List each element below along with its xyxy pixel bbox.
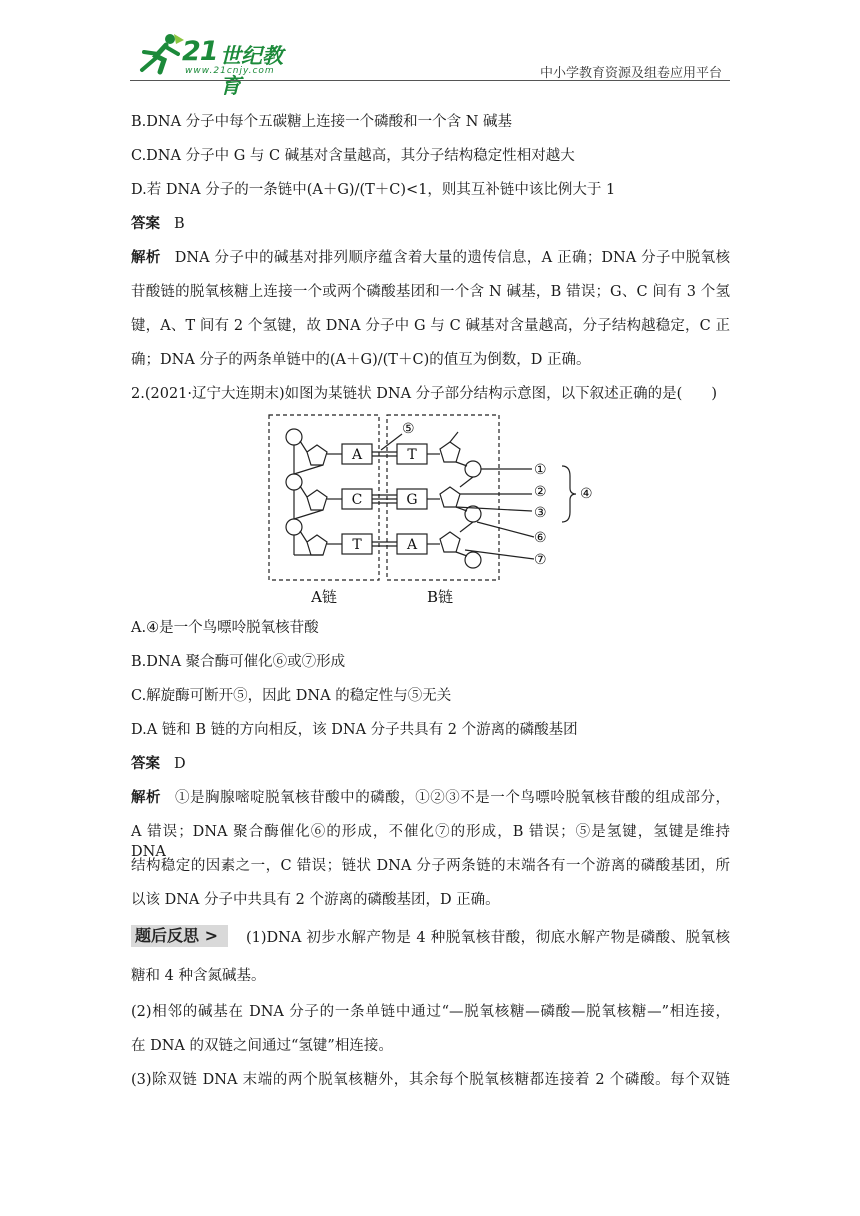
chain-a-label: A链 bbox=[311, 588, 337, 606]
page-header bbox=[130, 28, 730, 98]
right-phosphate bbox=[465, 552, 481, 568]
marker-6: ⑥ bbox=[534, 530, 547, 546]
left-base-3: T bbox=[352, 537, 362, 553]
left-base-2: C bbox=[351, 492, 363, 508]
answer-label: 答案 bbox=[131, 215, 160, 232]
q2-option-d: D.A 链和 B 链的方向相反，该 DNA 分子共具有 2 个游离的磷酸基团 bbox=[131, 722, 578, 738]
runner-logo-icon bbox=[136, 32, 186, 76]
marker-1: ① bbox=[534, 462, 547, 478]
reflection-badge: 题后反思 > bbox=[131, 925, 228, 947]
right-base-3: A bbox=[406, 537, 418, 553]
right-sugar bbox=[440, 532, 460, 552]
marker-5: ⑤ bbox=[402, 421, 415, 437]
left-phosphate bbox=[286, 429, 302, 445]
chain-b-label: B链 bbox=[426, 588, 454, 606]
q2-option-a: A.④是一个鸟嘌呤脱氧核苷酸 bbox=[131, 620, 319, 636]
logo bbox=[130, 28, 300, 98]
dna-structure-diagram bbox=[262, 410, 602, 610]
left-sugar bbox=[307, 445, 327, 465]
q1-analysis-line-3: 键，A、T 间有 2 个氢键，故 DNA 分子中 G 与 C 碱基对含量越高，分子结构越稳定，C 正 bbox=[131, 318, 730, 334]
marker-4: ④ bbox=[580, 486, 593, 502]
left-sugar bbox=[307, 535, 327, 555]
marker-3: ③ bbox=[534, 505, 547, 521]
right-base-2: G bbox=[406, 492, 418, 508]
q1-analysis-line-2: 苷酸链的脱氧核糖上连接一个或两个磷酸基团和一个含 N 碱基，B 错误；G、C 间有 3 个氢 bbox=[131, 284, 730, 300]
q2-option-c: C.解旋酶可断开⑤，因此 DNA 的稳定性与⑤无关 bbox=[131, 688, 452, 704]
marker-2: ② bbox=[534, 484, 547, 500]
chain-b-box bbox=[387, 415, 499, 580]
left-sugar bbox=[307, 490, 327, 510]
q1-analysis-line-1 bbox=[131, 248, 730, 268]
right-base-1: T bbox=[407, 447, 417, 463]
answer-value: D bbox=[174, 756, 186, 772]
q1-answer bbox=[131, 214, 185, 234]
marker-7: ⑦ bbox=[534, 552, 547, 568]
answer-value: B bbox=[174, 216, 185, 232]
logo-url: www.21cnjy.com bbox=[185, 66, 275, 76]
q1-analysis-line-4: 确；DNA 分子的两条单链中的(A＋G)/(T＋C)的值互为倒数，D 正确。 bbox=[131, 352, 591, 368]
q1-option-c: C.DNA 分子中 G 与 C 碱基对含量越高，其分子结构稳定性相对越大 bbox=[131, 148, 575, 164]
right-sugar bbox=[440, 487, 460, 507]
q2-analysis-line-3: 结构稳定的因素之一，C 错误；链状 DNA 分子两条链的末端各有一个游离的磷酸基团，所 bbox=[131, 858, 730, 874]
logo-text: 世纪教育 bbox=[220, 44, 283, 98]
header-tagline: 中小学教育资源及组卷应用平台 bbox=[539, 66, 722, 81]
chain-a-box bbox=[269, 415, 379, 580]
q2-analysis-line-2: A 错误；DNA 聚合酶催化⑥的形成，不催化⑦的形成，B 错误；⑤是氢键，氢键是维持 DNA bbox=[131, 824, 730, 860]
analysis-text: DNA 分子中的碱基对排列顺序蕴含着大量的遗传信息，A 正确；DNA 分子中脱氧核 bbox=[174, 250, 730, 266]
q2-answer bbox=[131, 754, 186, 774]
header-divider bbox=[130, 80, 730, 81]
q2-stem: 2.(2021·辽宁大连期末)如图为某链状 DNA 分子部分结构示意图，以下叙述正确的是( ) bbox=[131, 386, 717, 402]
analysis-label: 解析 bbox=[131, 249, 161, 266]
reflection-line-5: (3)除双链 DNA 末端的两个脱氧核糖外，其余每个脱氧核糖都连接着 2 个磷酸。每个双链 bbox=[131, 1072, 730, 1088]
reflection-line-2: 糖和 4 种含氮碱基。 bbox=[131, 968, 266, 984]
answer-label: 答案 bbox=[131, 755, 160, 772]
q2-option-b: B.DNA 聚合酶可催化⑥或⑦形成 bbox=[131, 654, 346, 670]
right-sugar bbox=[440, 442, 460, 462]
brace bbox=[562, 466, 576, 522]
q2-analysis-line-1 bbox=[131, 788, 730, 808]
analysis-text: ①是胸腺嘧啶脱氧核苷酸中的磷酸，①②③不是一个鸟嘌呤脱氧核苷酸的组成部分， bbox=[175, 790, 731, 806]
reflection-line-4: 在 DNA 的双链之间通过“氢键”相连接。 bbox=[131, 1038, 393, 1054]
left-phosphate bbox=[286, 519, 302, 535]
left-phosphate bbox=[286, 474, 302, 490]
left-base-1: A bbox=[351, 447, 363, 463]
right-phosphate bbox=[465, 461, 481, 477]
logo-number: 21 bbox=[182, 36, 218, 67]
reflection-line-1: (1)DNA 初步水解产物是 4 种脱氧核苷酸，彻底水解产物是磷酸、脱氧核 bbox=[246, 930, 730, 946]
reflection-line-3: (2)相邻的碱基在 DNA 分子的一条单链中通过“—脱氧核糖—磷酸—脱氧核糖—”相连接， bbox=[131, 1004, 730, 1020]
q1-option-d: D.若 DNA 分子的一条链中(A＋G)/(T＋C)<1，则其互补链中该比例大于 1 bbox=[131, 182, 616, 198]
analysis-label: 解析 bbox=[131, 789, 162, 806]
q2-analysis-line-4: 以该 DNA 分子中共具有 2 个游离的磷酸基团，D 正确。 bbox=[131, 892, 500, 908]
q1-option-b: B.DNA 分子中每个五碳糖上连接一个磷酸和一个含 N 碱基 bbox=[131, 114, 513, 130]
